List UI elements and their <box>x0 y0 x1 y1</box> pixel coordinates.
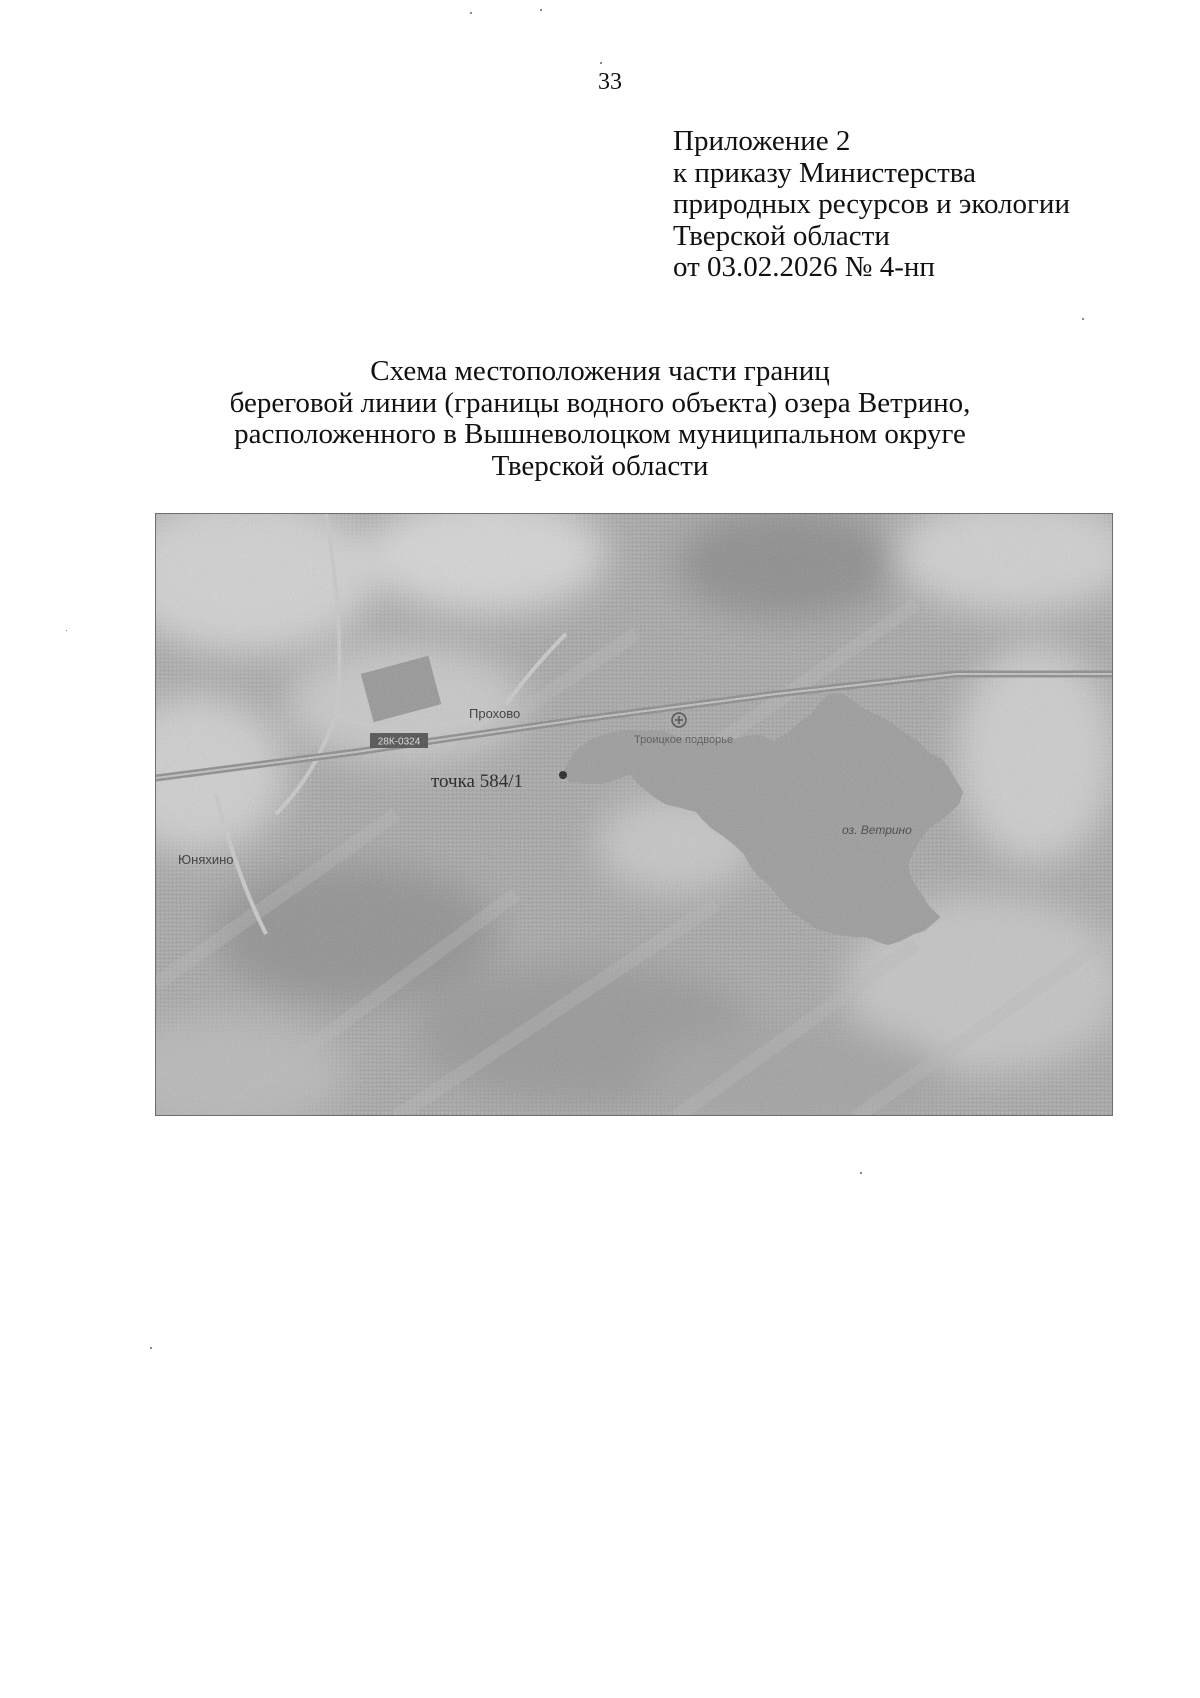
appendix-line: к приказу Министерства <box>673 156 976 189</box>
appendix-line: природных ресурсов и экологии <box>673 188 1070 220</box>
scan-speck <box>150 1347 152 1349</box>
title-line: береговой линии (границы водного объекта) озера Ветрино, <box>229 386 971 419</box>
scan-speck <box>860 1172 862 1174</box>
appendix-header <box>673 126 1070 284</box>
scan-speck <box>470 12 472 14</box>
appendix-line: Приложение 2 <box>673 125 851 157</box>
document-title <box>200 356 1000 482</box>
appendix-line: от 03.02.2026 № 4-нп <box>673 251 935 283</box>
scan-speck <box>1082 318 1084 320</box>
scan-grain <box>156 514 1113 1116</box>
title-line: Схема местоположения части границ <box>370 355 830 387</box>
scan-speck <box>66 630 67 631</box>
title-line: расположенного в Вышневолоцком муниципальном округе <box>234 418 966 450</box>
appendix-line: Тверской области <box>673 219 890 252</box>
scan-speck <box>540 9 542 11</box>
map-canvas <box>156 514 1113 1116</box>
scan-speck <box>600 62 602 64</box>
title-line: Тверской области <box>491 449 709 482</box>
location-map <box>155 513 1113 1116</box>
page-number: 33 <box>598 69 622 95</box>
